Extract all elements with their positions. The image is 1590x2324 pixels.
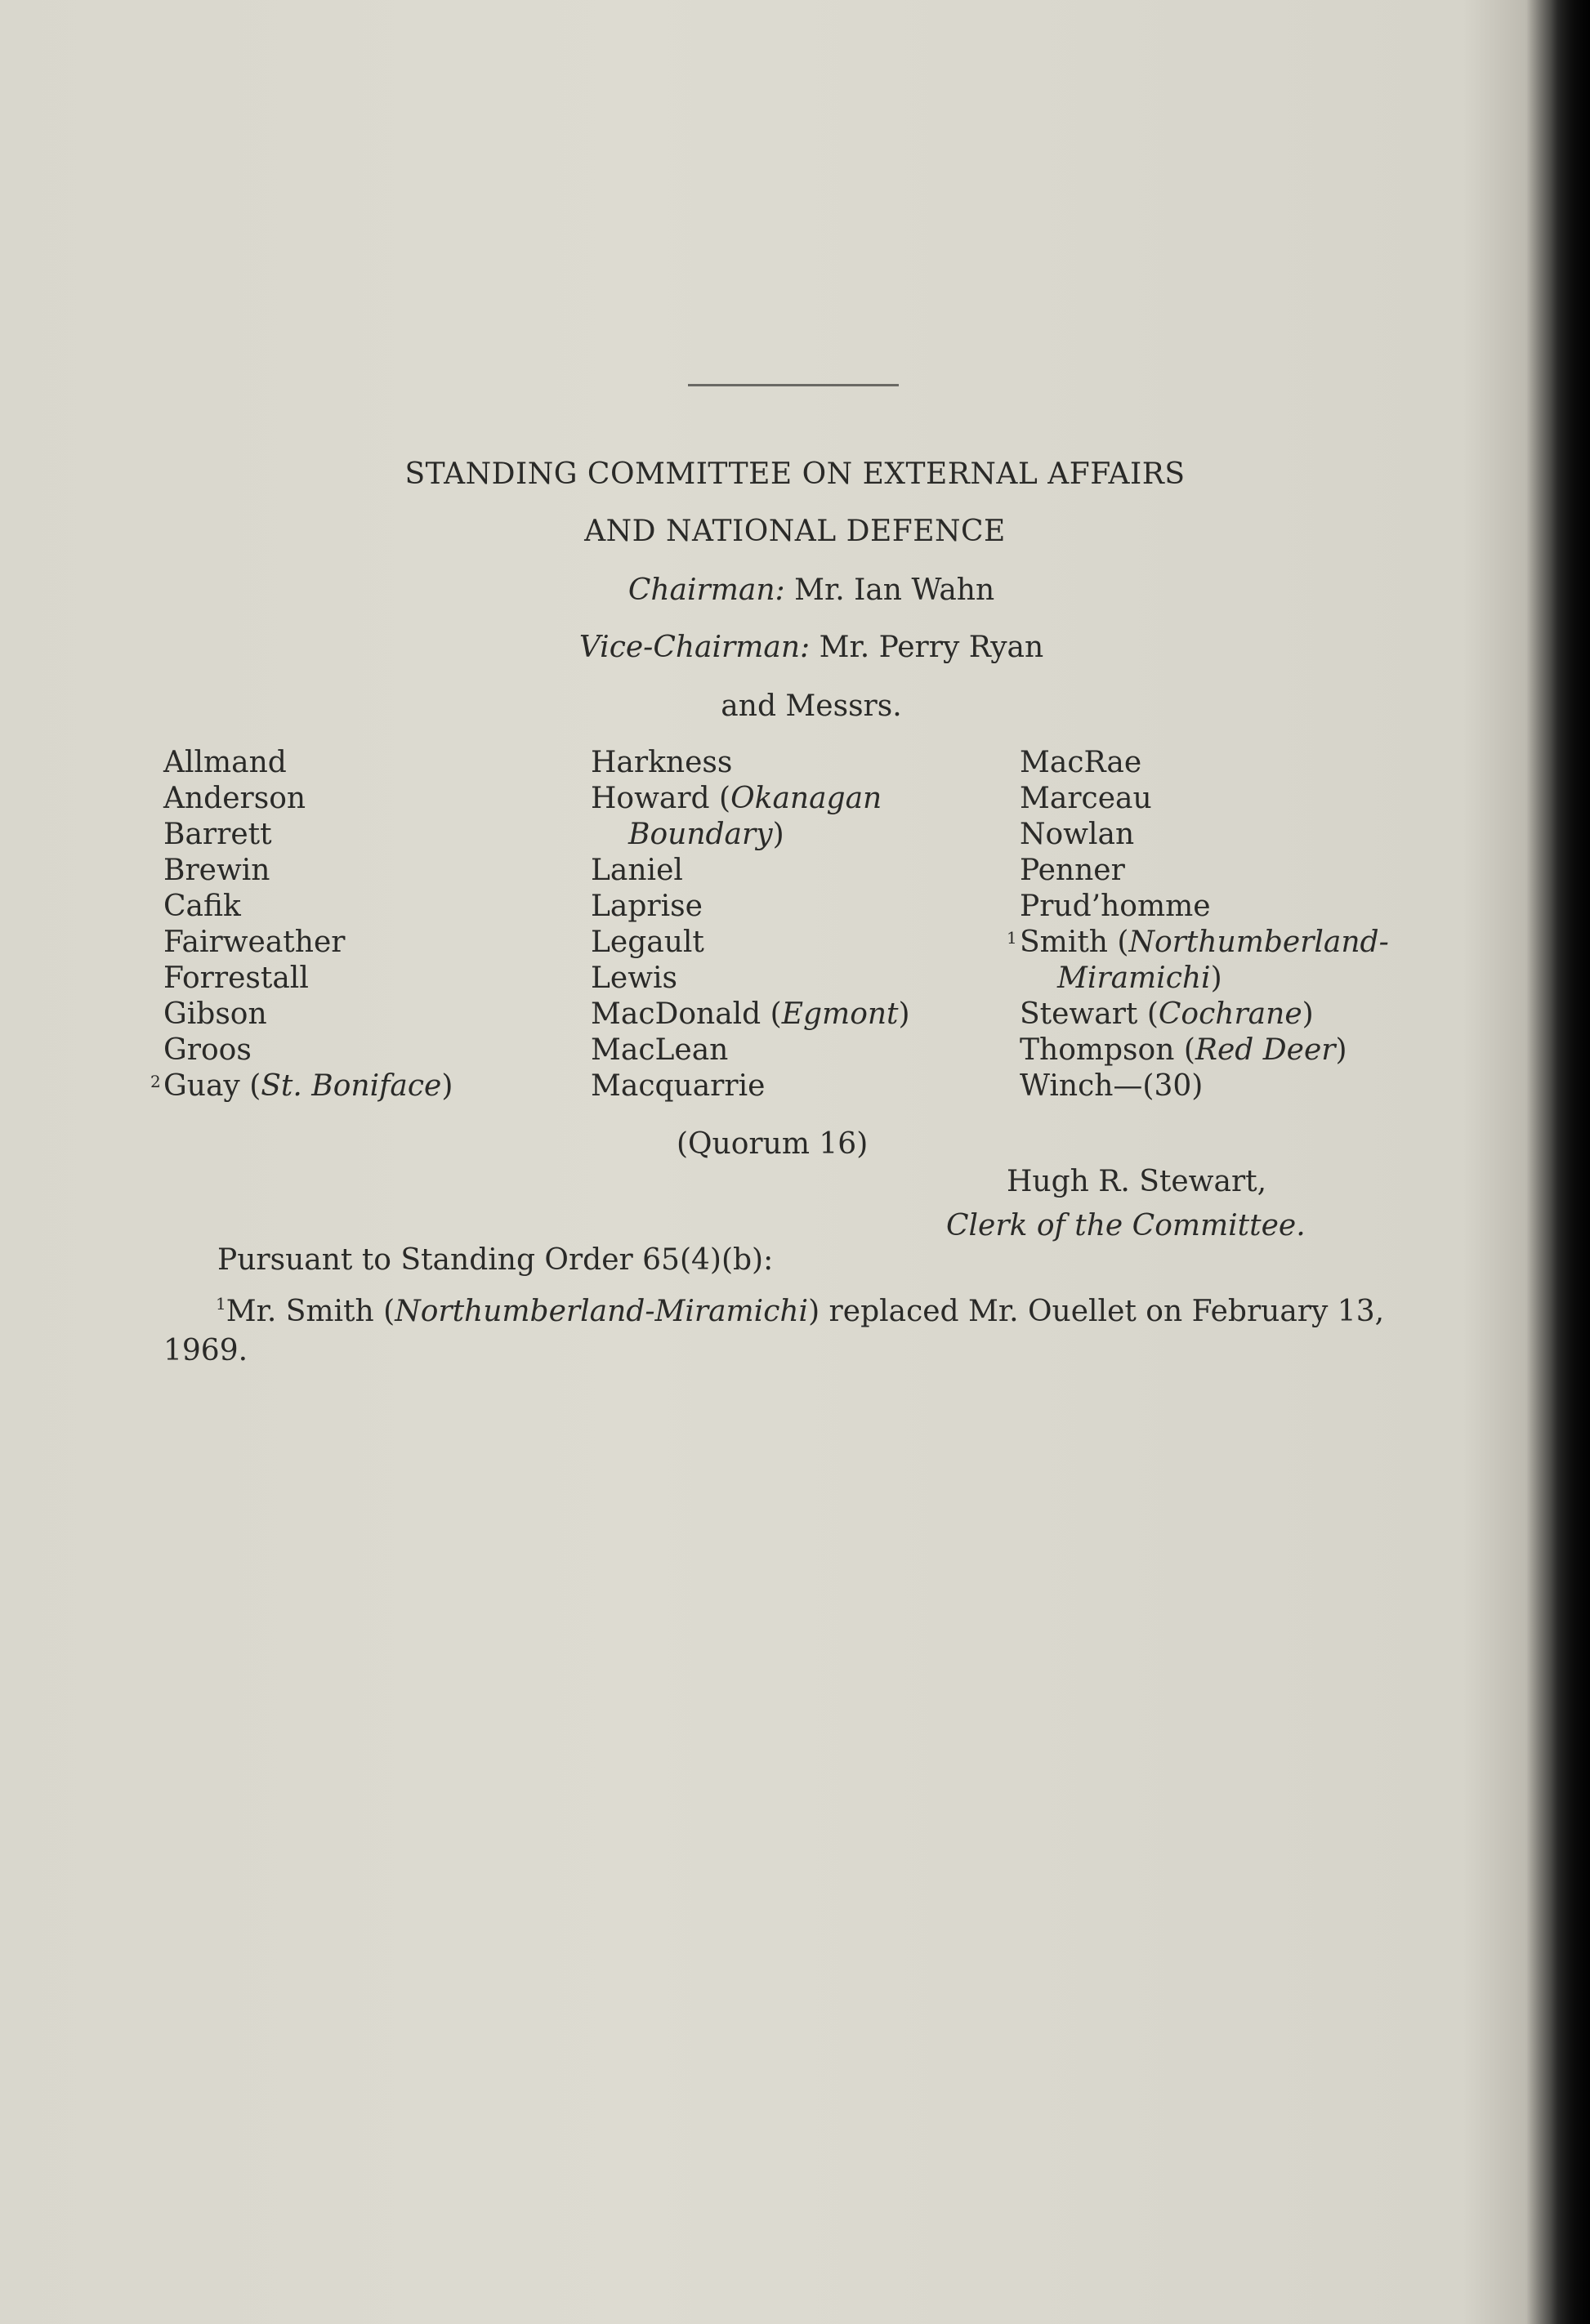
clerk-title-text: Clerk of the Committee. bbox=[946, 1209, 1306, 1242]
member-entry bbox=[1020, 1068, 1389, 1104]
member-entry: 2 Guay (St. Boniface) bbox=[163, 1068, 453, 1104]
member-name: MacRae bbox=[1020, 746, 1142, 779]
member-name: Lewis bbox=[591, 961, 678, 995]
member-name: Cafik bbox=[163, 890, 241, 923]
chairman-label: Chairman: bbox=[628, 573, 785, 607]
member-name: Stewart bbox=[1020, 997, 1138, 1031]
replacement-note bbox=[163, 1284, 1422, 1371]
note-text-before: Mr. Smith ( bbox=[226, 1295, 395, 1328]
member-name: Forrestall bbox=[163, 961, 309, 995]
chairman-line bbox=[16, 573, 1590, 607]
footnote-marker: 1 bbox=[1007, 928, 1017, 948]
member-riding-continued: Miramichi) bbox=[1057, 961, 1222, 995]
member-riding: Miramichi bbox=[1057, 961, 1211, 995]
member-name: Fairweather bbox=[163, 926, 346, 959]
vice-chairman-line bbox=[16, 631, 1590, 664]
binding-edge-shadow bbox=[1525, 0, 1590, 2324]
committee-title-line2: AND NATIONAL DEFENCE bbox=[584, 515, 1006, 548]
member-name: Laniel bbox=[591, 854, 683, 887]
clerk-name: Hugh R. Stewart, bbox=[1007, 1165, 1267, 1198]
member-entry: Thompson (Red Deer) bbox=[1020, 1033, 1347, 1067]
members-column-3 bbox=[1007, 745, 1389, 1104]
member-name: Groos bbox=[163, 1033, 252, 1067]
footnote-marker: 1 bbox=[216, 1294, 226, 1314]
member-riding: Okanagan bbox=[730, 782, 882, 815]
member-name: Smith bbox=[1020, 926, 1108, 959]
member-name: MacLean bbox=[591, 1033, 729, 1067]
member-name: Winch bbox=[1020, 1069, 1114, 1103]
quorum: (Quorum 16) bbox=[677, 1127, 869, 1161]
member-entry: Howard (Okanagan bbox=[591, 782, 882, 815]
member-name: Macquarrie bbox=[591, 1069, 766, 1103]
member-name: Marceau bbox=[1020, 782, 1152, 815]
clerk-title bbox=[946, 1209, 1306, 1242]
header-rule bbox=[688, 384, 899, 386]
committee-title-line1: STANDING COMMITTEE ON EXTERNAL AFFAIRS bbox=[404, 457, 1186, 491]
member-name: Gibson bbox=[163, 997, 267, 1031]
member-name: Guay bbox=[163, 1069, 240, 1103]
member-entry: 1 Smith (Northumberland- bbox=[1020, 925, 1389, 961]
members-column-2 bbox=[591, 745, 910, 1104]
vice-chairman-label: Vice-Chairman: bbox=[578, 631, 811, 664]
member-name: Harkness bbox=[591, 746, 733, 779]
member-riding: St. Boniface bbox=[261, 1069, 442, 1103]
member-name: Nowlan bbox=[1020, 818, 1135, 851]
member-riding: Red Deer bbox=[1195, 1033, 1336, 1067]
member-name: Penner bbox=[1020, 854, 1125, 887]
member-name: Legault bbox=[591, 926, 704, 959]
members-column-1 bbox=[150, 745, 453, 1104]
member-name: Barrett bbox=[163, 818, 272, 851]
member-name: Brewin bbox=[163, 854, 270, 887]
and-messrs: and Messrs. bbox=[721, 689, 902, 723]
member-entry: MacDonald (Egmont) bbox=[591, 997, 910, 1031]
member-riding-continued: Boundary) bbox=[628, 818, 784, 851]
member-riding: Egmont bbox=[781, 997, 899, 1031]
member-name: Howard bbox=[591, 782, 710, 815]
member-name: Anderson bbox=[163, 782, 306, 815]
member-name: Thompson bbox=[1020, 1033, 1175, 1067]
chairman-name: Mr. Ian Wahn bbox=[794, 573, 995, 607]
member-name: Allmand bbox=[163, 746, 287, 779]
member-entry: Stewart (Cochrane) bbox=[1020, 997, 1314, 1031]
footnote-marker: 2 bbox=[150, 1072, 161, 1091]
member-name: Laprise bbox=[591, 890, 703, 923]
member-total: —(30) bbox=[1113, 1069, 1204, 1103]
note-riding: Northumberland-Miramichi bbox=[395, 1295, 809, 1328]
member-name: Prud’homme bbox=[1020, 890, 1211, 923]
member-name: MacDonald bbox=[591, 997, 762, 1031]
vice-chairman-name: Mr. Perry Ryan bbox=[819, 631, 1044, 664]
member-riding: Cochrane bbox=[1158, 997, 1302, 1031]
member-riding: Boundary bbox=[628, 818, 773, 851]
pursuant-line: Pursuant to Standing Order 65(4)(b): bbox=[217, 1243, 774, 1277]
note-text-after: ) replaced Mr. Ouellet on February 13, 1969. bbox=[163, 1295, 1385, 1367]
member-riding: Northumberland- bbox=[1128, 926, 1389, 959]
